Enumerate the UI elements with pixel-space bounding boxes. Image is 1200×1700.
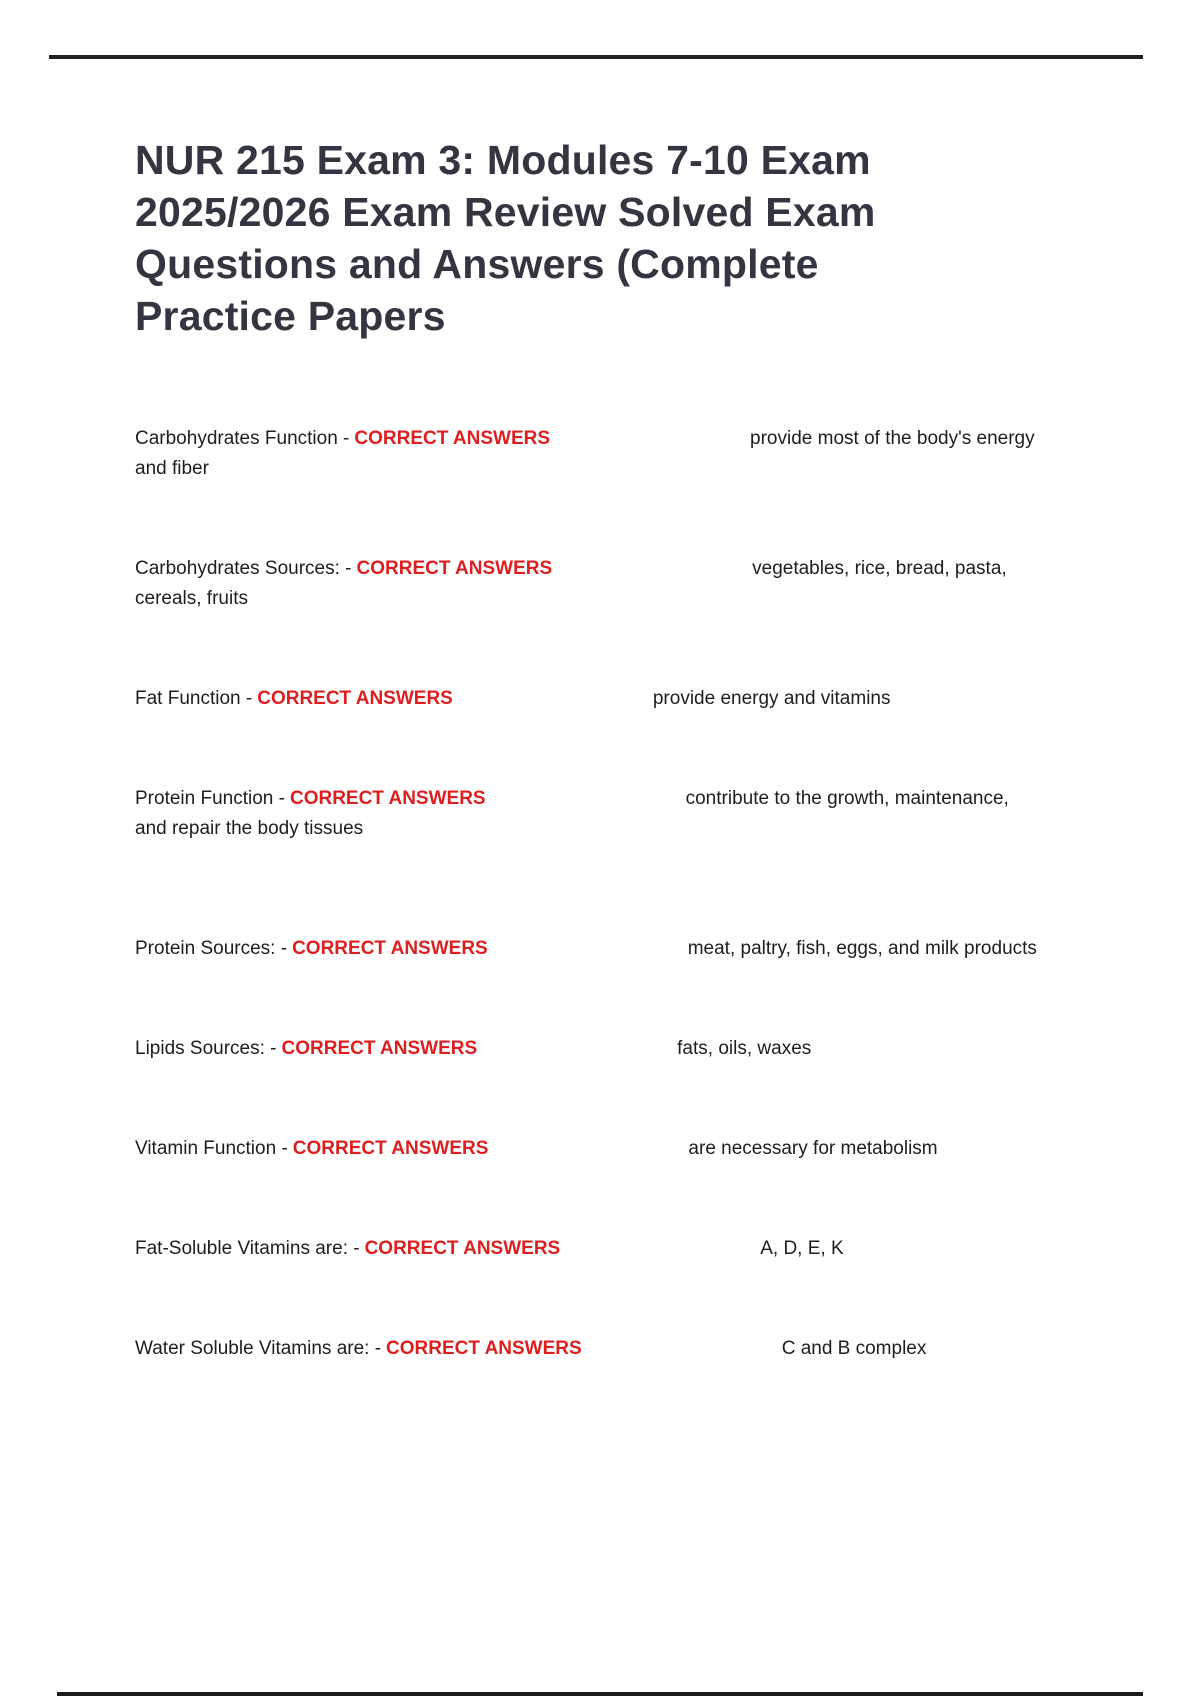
answer-text: meat, paltry, fish, eggs, and milk products	[687, 938, 1037, 959]
qa-line	[135, 1234, 1155, 1264]
tab-gap	[453, 703, 653, 704]
correct-answers-label: CORRECT ANSWERS	[289, 788, 486, 809]
qa-item	[135, 1334, 1155, 1364]
tab-gap	[560, 1253, 760, 1254]
page-title-line: Practice Papers	[135, 293, 446, 339]
answer-text: provide energy and vitamins	[652, 688, 891, 709]
page-title	[135, 134, 1155, 342]
tab-gap	[486, 803, 686, 804]
qa-item	[135, 1034, 1155, 1064]
answer-text: A, D, E, K	[760, 1238, 844, 1259]
question-text: Vitamin Function -	[135, 1138, 288, 1159]
qa-list	[135, 424, 1155, 1364]
correct-answers-label: CORRECT ANSWERS	[257, 688, 453, 709]
qa-line	[135, 1034, 1155, 1064]
qa-line	[135, 1334, 1155, 1364]
tab-gap	[582, 1353, 782, 1354]
correct-answers-label: CORRECT ANSWERS	[292, 1138, 489, 1159]
correct-answers-label: CORRECT ANSWERS	[386, 1338, 582, 1359]
qa-item	[135, 684, 1155, 714]
answer-text: vegetables, rice, bread, pasta,	[752, 558, 1007, 579]
answer-text: C and B complex	[781, 1338, 927, 1359]
tab-gap	[552, 573, 752, 574]
question-text: Lipids Sources: -	[135, 1038, 277, 1059]
correct-answers-label: CORRECT ANSWERS	[354, 428, 551, 449]
question-text: Water Soluble Vitamins are: -	[135, 1338, 382, 1359]
page-title-line: 2025/2026 Exam Review Solved Exam	[135, 189, 876, 235]
answer-text-continued: cereals, fruits	[135, 588, 248, 609]
qa-item	[135, 554, 1155, 614]
qa-item	[135, 424, 1155, 484]
answer-text-continued: and repair the body tissues	[135, 818, 364, 839]
tab-gap	[550, 443, 750, 444]
correct-answers-label: CORRECT ANSWERS	[292, 938, 488, 959]
question-text: Fat Function -	[135, 688, 253, 709]
qa-line	[135, 934, 1155, 964]
answer-text: contribute to the growth, maintenance,	[685, 788, 1009, 809]
qa-item	[135, 784, 1155, 844]
question-text: Fat-Soluble Vitamins are: -	[135, 1238, 360, 1259]
question-text: Carbohydrates Function -	[135, 428, 350, 449]
page-title-line: NUR 215 Exam 3: Modules 7-10 Exam	[135, 137, 871, 183]
qa-line	[135, 424, 1155, 454]
qa-line	[135, 1134, 1155, 1164]
question-text: Protein Function -	[135, 788, 285, 809]
qa-line	[135, 684, 1155, 714]
correct-answers-label: CORRECT ANSWERS	[281, 1038, 478, 1059]
qa-item	[135, 1134, 1155, 1164]
top-divider-rule	[49, 55, 1143, 59]
correct-answers-label: CORRECT ANSWERS	[356, 558, 553, 579]
correct-answers-label: CORRECT ANSWERS	[364, 1238, 561, 1259]
page-title-line: Questions and Answers (Complete	[135, 241, 819, 287]
answer-text: provide most of the body's energy	[750, 428, 1035, 449]
qa-item	[135, 934, 1155, 964]
tab-gap	[488, 1153, 688, 1154]
document-page	[135, 134, 1155, 1434]
tab-gap	[488, 953, 688, 954]
qa-line	[135, 784, 1155, 814]
question-text: Protein Sources: -	[135, 938, 288, 959]
qa-line	[135, 554, 1155, 584]
answer-text: are necessary for metabolism	[688, 1138, 938, 1159]
question-text: Carbohydrates Sources: -	[135, 558, 352, 579]
answer-text-continued: and fiber	[135, 458, 209, 479]
bottom-divider-rule	[57, 1692, 1143, 1696]
qa-item	[135, 1234, 1155, 1264]
answer-text: fats, oils, waxes	[677, 1038, 812, 1059]
tab-gap	[477, 1053, 677, 1054]
